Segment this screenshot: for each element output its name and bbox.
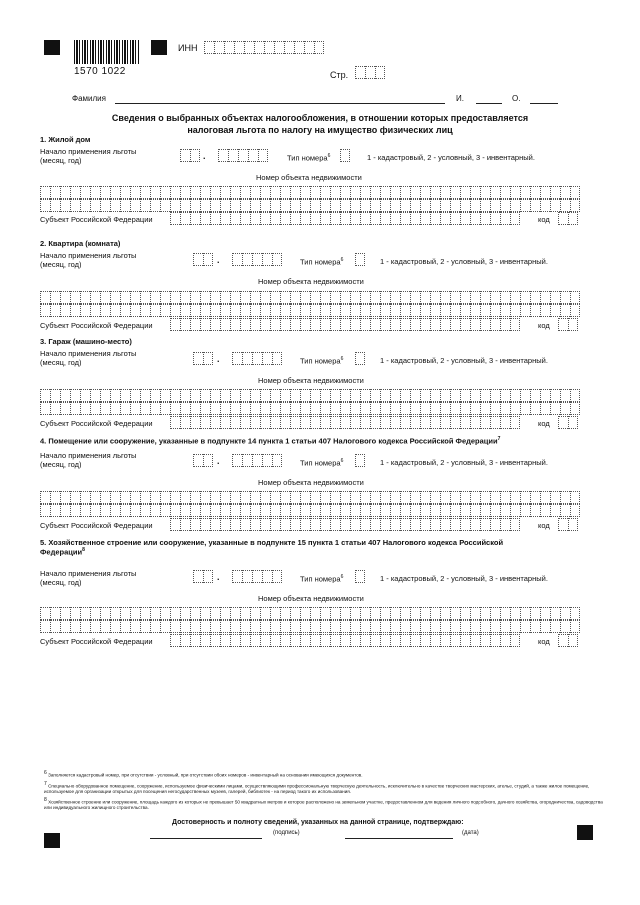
page-cells[interactable] xyxy=(355,66,385,79)
region-label: Субъект Российской Федерации xyxy=(40,215,153,224)
confirmation-text: Достоверность и полноту сведений, указанных на данной странице, подтверждаю: xyxy=(172,819,464,826)
code-label: код xyxy=(538,521,550,530)
number-type-cell[interactable] xyxy=(340,149,350,162)
signature-label: (подпись) xyxy=(273,830,300,836)
number-type-label: Тип номера$^6$ xyxy=(287,153,331,163)
corner-marker-bottom-right xyxy=(577,825,593,840)
barcode-number: 1570 1022 xyxy=(74,66,126,77)
footnote-8: 8 Хозяйственное строение или сооружение, площадь каждого из которых не превышает 50 квадратных метров и которое расположено на земельном участке, предоставленном для ведения личного подсобного, дачного хозяйства, огородничества, садоводства или индивидуального жилищного строительства. xyxy=(44,797,603,811)
object-number-cells-row2[interactable] xyxy=(40,304,580,317)
number-type-cell[interactable] xyxy=(355,352,365,365)
start-label: Начало применения льготы (месяц, год) xyxy=(40,349,137,367)
object-number-label: Номер объекта недвижимости xyxy=(256,173,362,182)
section-3-title: 3. Гараж (машино-место) xyxy=(40,337,132,346)
start-month-cells[interactable] xyxy=(193,352,213,365)
number-type-options: 1 - кадастровый, 2 - условный, 3 - инвентарный. xyxy=(380,257,548,266)
number-type-label: Тип номера$^6$ xyxy=(300,356,344,366)
page-label: Стр. xyxy=(330,70,349,80)
start-year-cells[interactable] xyxy=(218,149,268,162)
object-number-label: Номер объекта недвижимости xyxy=(258,594,364,603)
start-year-cells[interactable] xyxy=(232,253,282,266)
start-label: Начало применения льготы (месяц, год) xyxy=(40,147,137,165)
corner-marker-top-left xyxy=(44,40,60,55)
corner-marker-bottom-left xyxy=(44,833,60,848)
number-type-label: Тип номера$^6$ xyxy=(300,257,344,267)
initial-i-field[interactable] xyxy=(476,103,502,104)
initial-o-field[interactable] xyxy=(530,103,558,104)
initial-i-label: И. xyxy=(456,94,464,103)
code-cells[interactable] xyxy=(558,318,578,331)
code-label: код xyxy=(538,215,550,224)
start-year-cells[interactable] xyxy=(232,570,282,583)
start-month-cells[interactable] xyxy=(193,253,213,266)
object-number-cells-row2[interactable] xyxy=(40,620,580,633)
region-cells[interactable] xyxy=(170,518,520,531)
region-cells[interactable] xyxy=(170,212,520,225)
date-field[interactable] xyxy=(345,838,453,839)
code-label: код xyxy=(538,419,550,428)
object-number-cells-row2[interactable] xyxy=(40,504,580,517)
section-1-title: 1. Жилой дом xyxy=(40,135,91,144)
inn-label: ИНН xyxy=(178,43,198,53)
start-month-cells[interactable] xyxy=(193,570,213,583)
object-number-cells[interactable] xyxy=(40,186,580,199)
initial-o-label: О. xyxy=(512,94,521,103)
signature-field[interactable] xyxy=(150,838,262,839)
start-year-cells[interactable] xyxy=(232,454,282,467)
start-month-cells[interactable] xyxy=(180,149,200,162)
start-label: Начало применения льготы (месяц, год) xyxy=(40,451,137,469)
start-label: Начало применения льготы (месяц, год) xyxy=(40,251,137,269)
section-2-title: 2. Квартира (комната) xyxy=(40,239,121,248)
footnote-7: 7 Специально оборудованное помещение, сооружение, используемое физическими лицами, осуществляющими профессиональную творческую деятельность, исключительно в качестве творческих мастерских, ателье, студий, а также жилое помещение, используемое для организации открытых для посещения негосударственных музеев, галерей, библиотек - на период такого их использования. xyxy=(44,781,590,795)
region-label: Субъект Российской Федерации xyxy=(40,637,153,646)
surname-label: Фамилия xyxy=(72,94,106,103)
number-type-options: 1 - кадастровый, 2 - условный, 3 - инвентарный. xyxy=(367,153,535,162)
region-label: Субъект Российской Федерации xyxy=(40,521,153,530)
number-type-label: Тип номера$^6$ xyxy=(300,574,344,584)
object-number-cells-row2[interactable] xyxy=(40,199,580,212)
number-type-options: 1 - кадастровый, 2 - условный, 3 - инвентарный. xyxy=(380,458,548,467)
number-type-label: Тип номера$^6$ xyxy=(300,458,344,468)
date-label: (дата) xyxy=(462,830,479,836)
code-cells[interactable] xyxy=(558,634,578,647)
object-number-label: Номер объекта недвижимости xyxy=(258,277,364,286)
start-month-cells[interactable] xyxy=(193,454,213,467)
object-number-cells[interactable] xyxy=(40,491,580,504)
region-label: Субъект Российской Федерации xyxy=(40,321,153,330)
inn-cells[interactable] xyxy=(204,41,324,54)
start-year-cells[interactable] xyxy=(232,352,282,365)
object-number-cells-row2[interactable] xyxy=(40,402,580,415)
corner-marker-top-mid xyxy=(151,40,167,55)
number-type-cell[interactable] xyxy=(355,454,365,467)
number-type-options: 1 - кадастровый, 2 - условный, 3 - инвентарный. xyxy=(380,574,548,583)
surname-field[interactable] xyxy=(115,103,445,104)
region-cells[interactable] xyxy=(170,318,520,331)
object-number-cells[interactable] xyxy=(40,389,580,402)
number-type-options: 1 - кадастровый, 2 - условный, 3 - инвентарный. xyxy=(380,356,548,365)
object-number-label: Номер объекта недвижимости xyxy=(258,376,364,385)
region-cells[interactable] xyxy=(170,416,520,429)
footnote-6: 6 Заполняется кадастровый номер, при отсутствии - условный, при отсутствии обоих номеров - инвентарный на основании имеющихся документов. xyxy=(44,770,363,778)
barcode xyxy=(74,40,140,64)
section-5-title: 5. Хозяйственное строение или сооружение, указанные в подпункте 15 пункта 1 статьи 407 Налогового кодекса Российской Федерации$^8$ xyxy=(40,538,504,557)
object-number-label: Номер объекта недвижимости xyxy=(258,478,364,487)
section-4-title: 4. Помещение или сооружение, указанные в подпункте 14 пункта 1 статьи 407 Налогового кодекса Российской Федерации$^7$ xyxy=(40,436,501,446)
page-title: Сведения о выбранных объектах налогообложения, в отношении которых предоставляется налоговая льгота по налогу на имущество физических лиц xyxy=(111,113,529,136)
code-label: код xyxy=(538,321,550,330)
number-type-cell[interactable] xyxy=(355,253,365,266)
region-cells[interactable] xyxy=(170,634,520,647)
region-label: Субъект Российской Федерации xyxy=(40,419,153,428)
object-number-cells[interactable] xyxy=(40,291,580,304)
start-label: Начало применения льготы (месяц, год) xyxy=(40,569,137,587)
code-cells[interactable] xyxy=(558,416,578,429)
code-cells[interactable] xyxy=(558,212,578,225)
code-cells[interactable] xyxy=(558,518,578,531)
object-number-cells[interactable] xyxy=(40,607,580,620)
code-label: код xyxy=(538,637,550,646)
number-type-cell[interactable] xyxy=(355,570,365,583)
